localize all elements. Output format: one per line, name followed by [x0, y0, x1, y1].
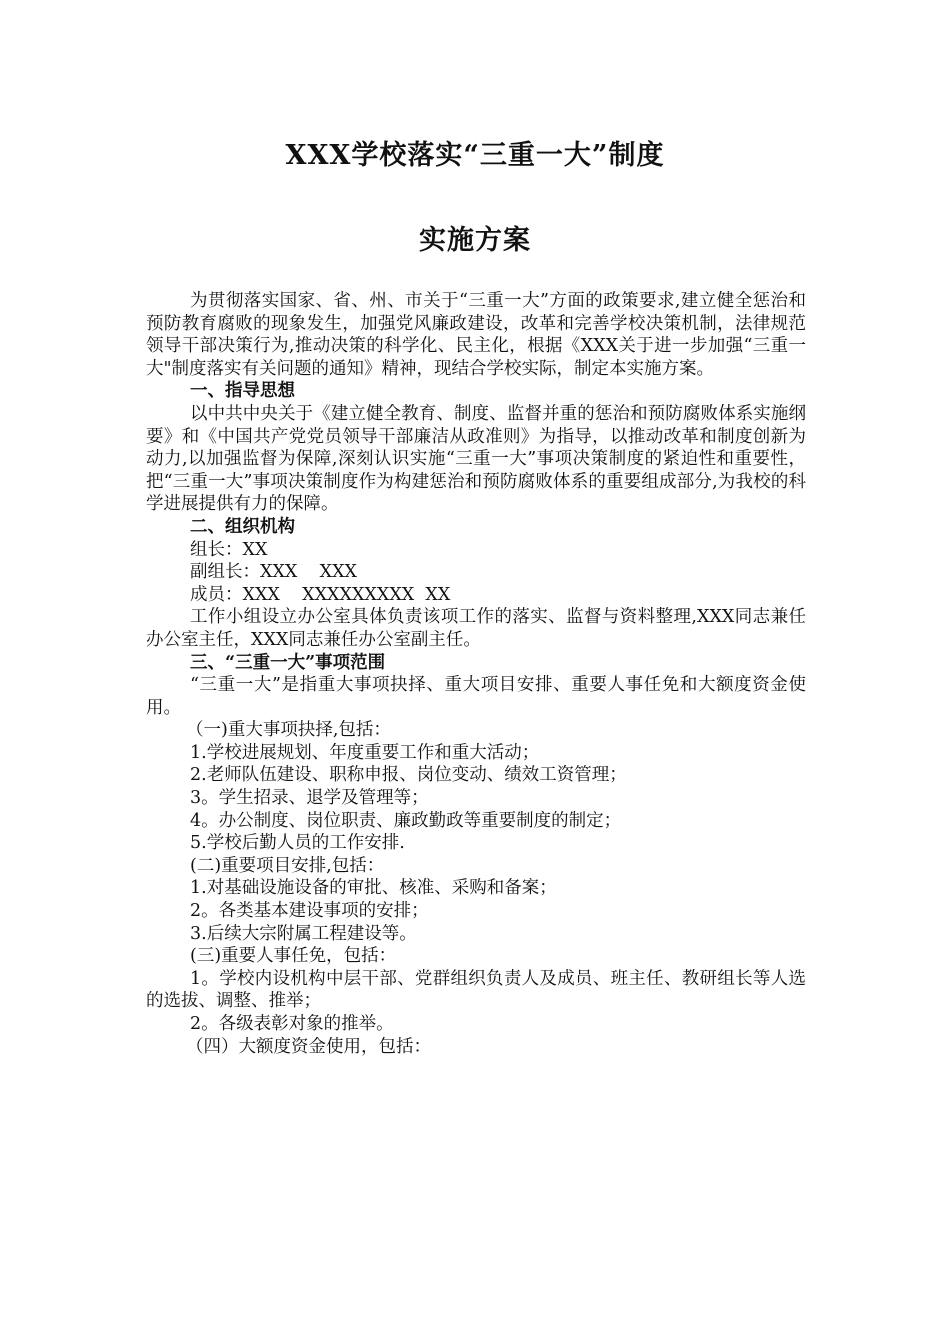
list-item: 1。学校内设机构中层干部、党群组织负责人及成员、班主任、教研组长等人选的选拔、调整、推举； [146, 968, 806, 1012]
subsection1-label: （一)重大事项抉择,包括： [186, 720, 391, 741]
list-item: 3.后续大宗附属工程建设等。 [190, 923, 417, 944]
list-item: 3。学生招录、退学及管理等； [190, 788, 429, 809]
list-item: 1.对基础设施设备的审批、核准、采购和备案； [190, 878, 557, 899]
document-title-line2: 实施方案 [419, 225, 531, 256]
list-item: 2.老师队伍建设、职称申报、岗位变动、绩效工资管理； [190, 765, 627, 786]
office-paragraph: 工作小组设立办公室具体负责该项工作的落实、监督与资料整理,XXX同志兼任办公室主任，XXX同志兼任办公室副主任。 [146, 607, 806, 650]
scope-definition: “三重一大”是指重大事项抉择、重大项目安排、重要人事任免和大额度资金使用。 [146, 675, 806, 718]
subsection2-label: (二)重要项目安排,包括： [190, 855, 385, 876]
members-line: 成员：XXX XXXXXXXXX XX [190, 584, 451, 605]
section3-heading: 三、“三重一大”事项范围 [190, 652, 386, 673]
list-item: 4。办公制度、岗位职责、廉政勤政等重要制度的制定； [190, 810, 622, 831]
list-item: 1.学校进展规划、年度重要工作和重大活动； [190, 742, 540, 763]
section2-heading: 二、组织机构 [190, 516, 295, 537]
deputy-leader-line: 副组长：XXX XXX [190, 562, 358, 583]
subsection4-label: （四）大额度资金使用，包括： [186, 1036, 431, 1057]
subsection3-label: (三)重要人事任免，包括： [190, 946, 397, 967]
list-item: 2。各类基本建设事项的安排； [190, 901, 429, 922]
list-item: 5.学校后勤人员的工作安排. [190, 833, 405, 854]
document-title-line1: XXX学校落实“三重一大”制度 [285, 140, 665, 171]
list-item: 2。各级表彰对象的推举。 [190, 1014, 394, 1034]
document-body [146, 290, 806, 1058]
leader-line: 组长：XX [190, 539, 268, 560]
intro-paragraph: 为贯彻落实国家、省、州、市关于“三重一大”方面的政策要求,建立健全惩治和预防教育腐败的现象发生，加强党风廉政建设，改革和完善学校决策机制，法律规范领导干部决策行为,推动决策的科学化、民主化，根据《XXX关于进一步加强“三重一大"制度落实有关问题的通知》精神，现结合学校实际，制定本实施方案。 [146, 291, 806, 379]
section1-heading: 一、指导思想 [190, 381, 295, 402]
section1-paragraph: 以中共中央关于《建立健全教育、制度、监督并重的惩治和预防腐败体系实施纲要》和《中国共产党党员领导干部廉洁从政准则》为指导，以推动改革和制度创新为动力,以加强监督为保障,深刻认识实施“三重一大”事项决策制度的紧迫性和重要性，把“三重一大”事项决策制度作为构建惩治和预防腐败体系的重要组成部分,为我校的科学进展提供有力的保障。 [146, 403, 806, 515]
